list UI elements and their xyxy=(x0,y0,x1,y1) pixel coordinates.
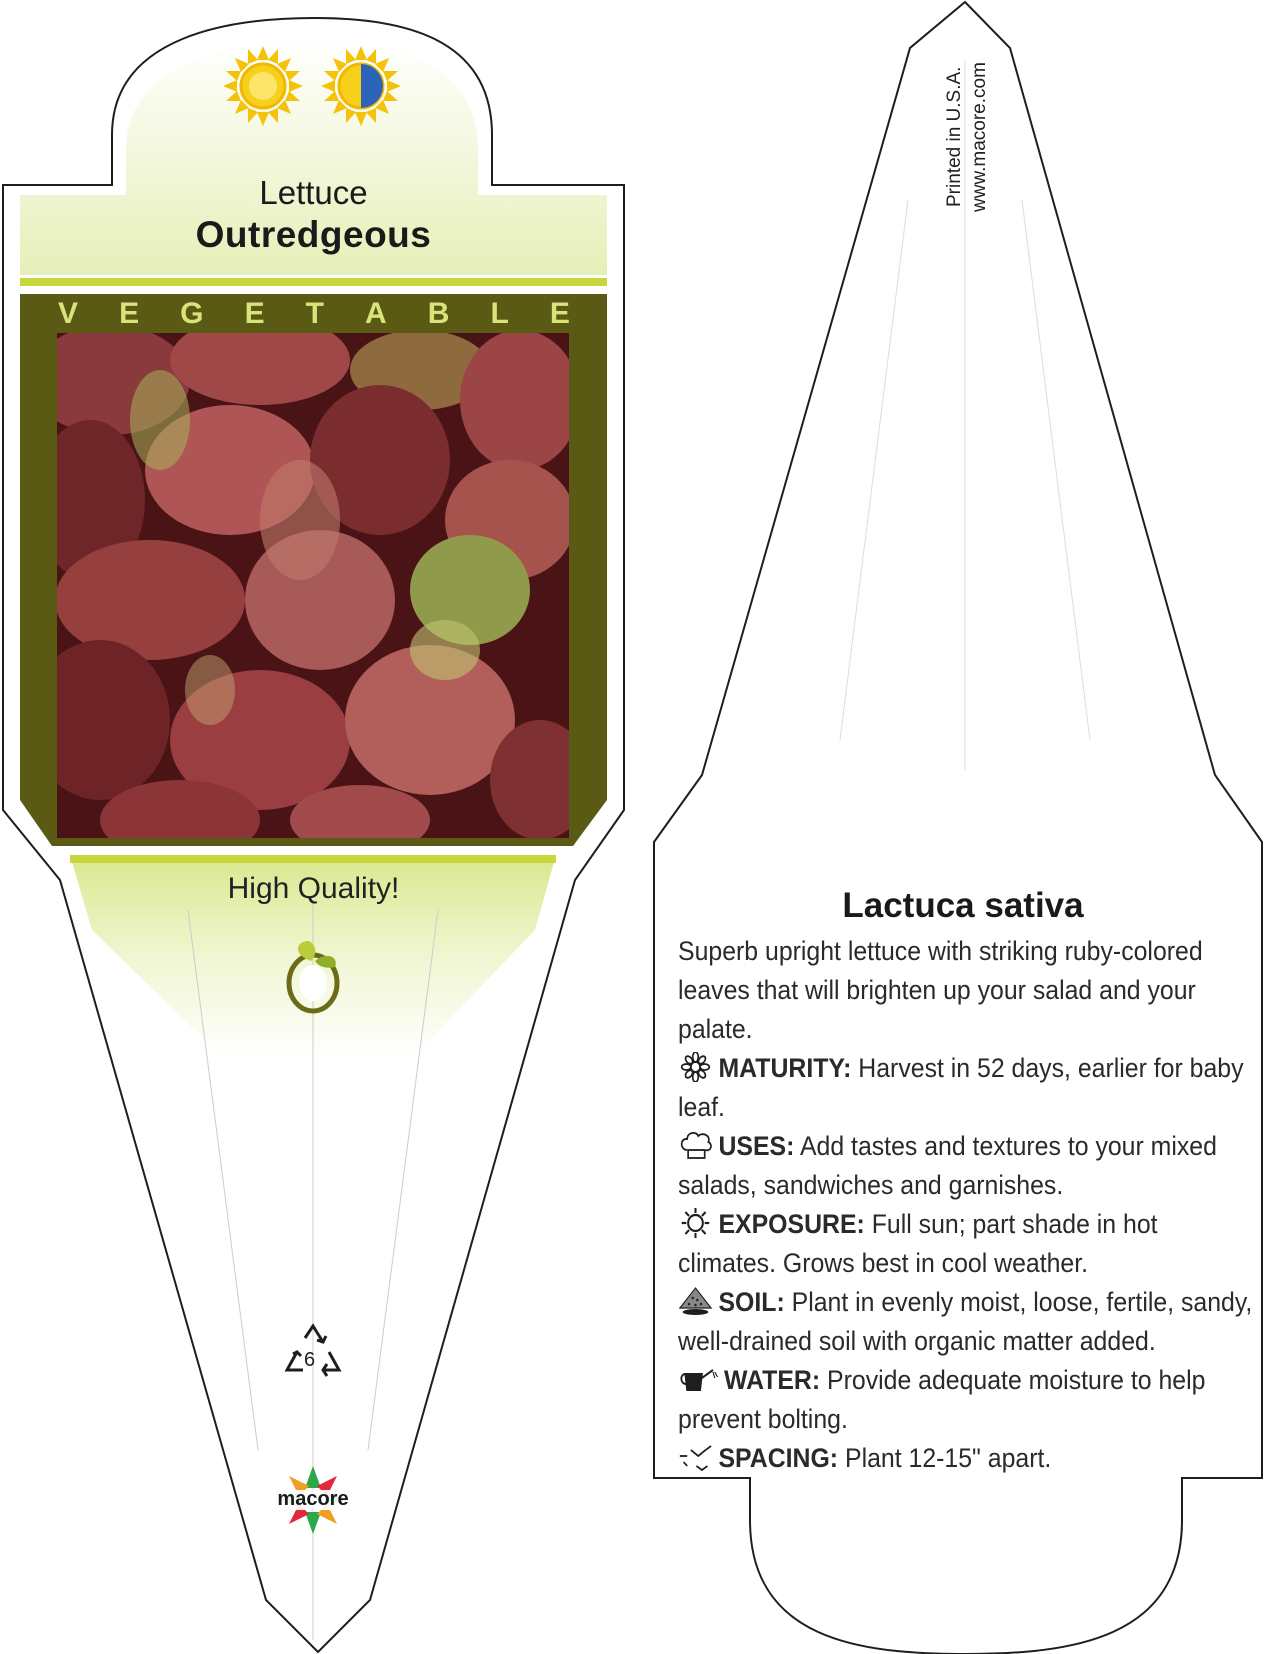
care-item-uses xyxy=(678,1127,1258,1205)
variety-name: Outredgeous xyxy=(195,214,432,255)
common-name: Lettuce xyxy=(259,174,368,211)
care-label: SOIL: xyxy=(718,1287,785,1317)
care-item-spacing xyxy=(678,1439,1258,1478)
brand-name: macore xyxy=(277,1488,349,1510)
care-item-exposure xyxy=(678,1205,1258,1283)
lime-divider-bottom xyxy=(70,855,556,863)
care-item-water xyxy=(678,1361,1258,1439)
chef-hat-icon xyxy=(678,1130,715,1160)
description: Superb upright lettuce with striking ruby-colored leaves that will brighten up your salad and your palate. xyxy=(678,936,1203,1044)
category-letter: E xyxy=(119,297,140,330)
care-label: MATURITY: xyxy=(718,1053,852,1083)
care-text: Provide adequate moisture to help prevent bolting. xyxy=(678,1365,1206,1434)
care-label: SPACING: xyxy=(718,1443,839,1473)
spacing-icon xyxy=(678,1442,715,1472)
category-letter: G xyxy=(180,297,204,330)
care-label: WATER: xyxy=(724,1365,821,1395)
flower-icon xyxy=(678,1052,715,1082)
care-block xyxy=(678,932,1258,1478)
botanical-name: Lactuca sativa xyxy=(842,886,1084,925)
printed-in-usa: Printed in U.S.A. xyxy=(944,66,965,207)
sun-icon xyxy=(678,1208,715,1238)
care-text: Plant 12-15" apart. xyxy=(845,1443,1052,1473)
care-text: Plant in evenly moist, loose, fertile, sandy, well-drained soil with organic matter added. xyxy=(678,1287,1253,1356)
tagline: High Quality! xyxy=(227,872,400,905)
category-letter: E xyxy=(244,297,265,330)
lettuce-photo xyxy=(30,315,590,860)
watering-can-icon xyxy=(678,1364,720,1394)
website-url: www.macore.com xyxy=(969,62,990,212)
category-letter: V xyxy=(58,297,79,330)
category-letter: A xyxy=(365,297,387,330)
full-sun-icon xyxy=(223,46,303,126)
part-sun-icon xyxy=(321,46,401,126)
category-letter: L xyxy=(490,297,509,330)
category-letter: E xyxy=(549,297,570,330)
category-letter: B xyxy=(427,297,450,330)
recycle-number: 6 xyxy=(304,1349,316,1371)
category-letter: T xyxy=(305,297,324,330)
care-label: USES: xyxy=(718,1131,795,1161)
care-text: Add tastes and textures to your mixed salads, sandwiches and garnishes. xyxy=(678,1131,1217,1200)
care-label: EXPOSURE: xyxy=(718,1209,865,1239)
category-banner xyxy=(58,297,570,331)
care-text: Full sun; part shade in hot climates. Grows best in cool weather. xyxy=(678,1209,1158,1278)
care-item-maturity xyxy=(678,1049,1258,1127)
soil-icon xyxy=(678,1286,715,1316)
lime-divider xyxy=(20,278,607,286)
care-item-soil xyxy=(678,1283,1258,1361)
care-text: Harvest in 52 days, earlier for baby leaf. xyxy=(678,1053,1244,1122)
